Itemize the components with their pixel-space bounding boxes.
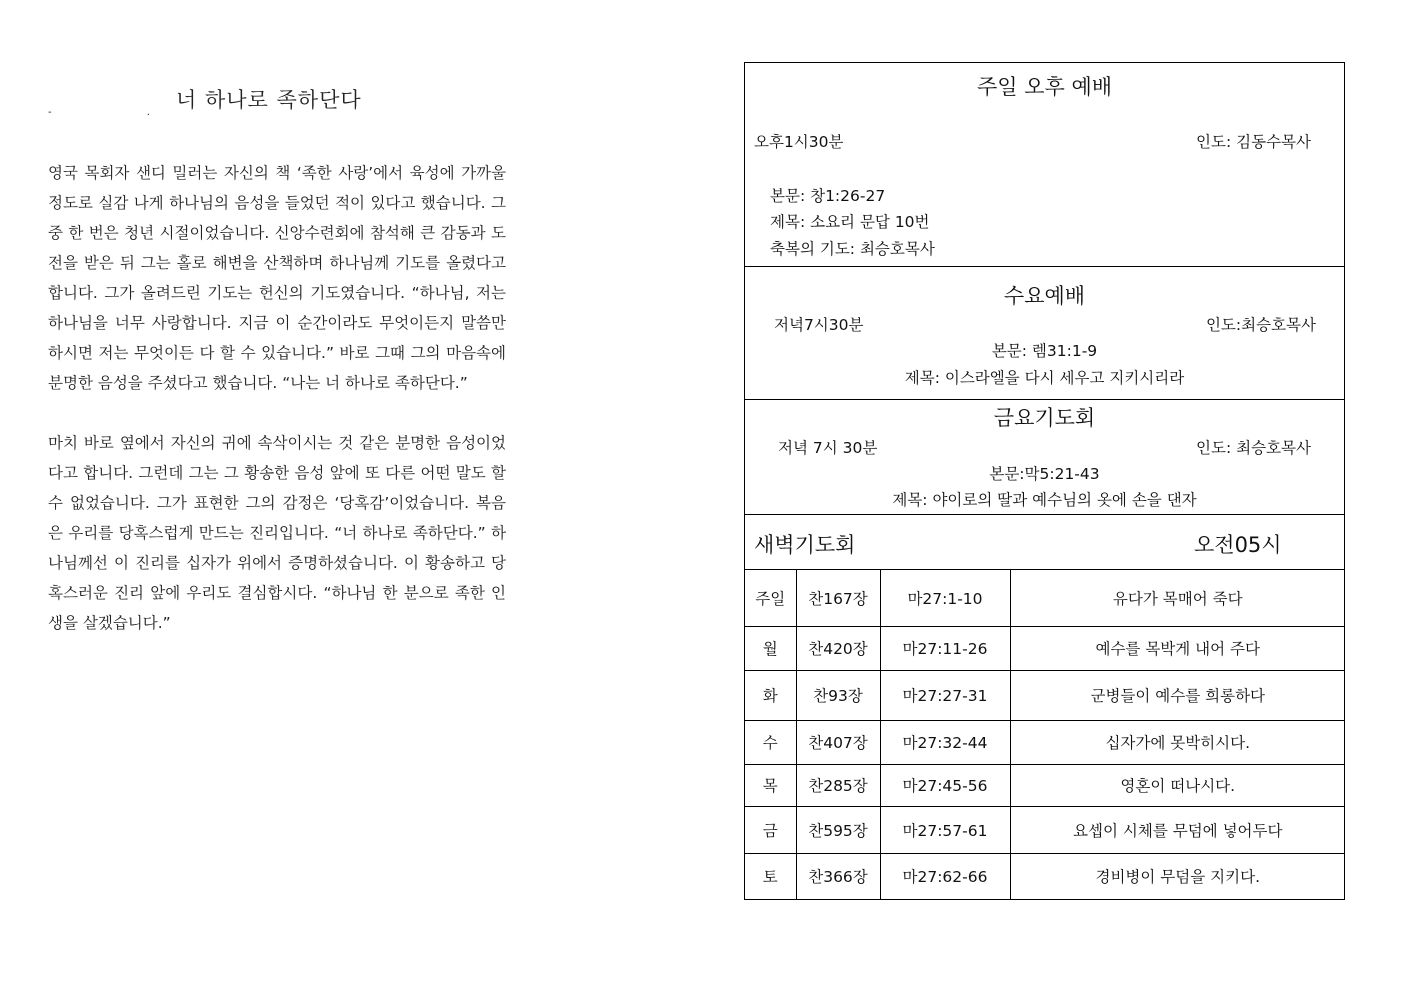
sunday-afternoon-subject: 제목: 소요리 문답 10번 — [770, 213, 930, 231]
stray-marks: - . — [48, 107, 196, 118]
sunday-afternoon-leader: 인도: 김동수목사 — [1196, 133, 1311, 151]
passage-cell: 마27:45-56 — [880, 764, 1010, 806]
passage-cell: 마27:57-61 — [880, 806, 1010, 853]
dawn-prayer-title: 새벽기도회 — [754, 533, 856, 557]
table-row — [745, 720, 1345, 764]
dawn-prayer-table — [745, 570, 1345, 899]
friday-section — [745, 400, 1344, 515]
sunday-afternoon-title: 주일 오후 예배 — [976, 75, 1113, 99]
table-row — [745, 670, 1345, 720]
hymn-cell: 찬407장 — [796, 720, 880, 764]
hymn-cell: 찬285장 — [796, 764, 880, 806]
topic-cell: 유다가 목매어 죽다 — [1010, 570, 1345, 626]
wednesday-title: 수요예배 — [1003, 284, 1086, 308]
friday-time: 저녁 7시 30분 — [778, 439, 878, 457]
table-row — [745, 626, 1345, 670]
day-cell: 목 — [745, 764, 796, 806]
table-row — [745, 764, 1345, 806]
passage-cell: 마27:27-31 — [880, 670, 1010, 720]
passage-cell: 마27:1-10 — [880, 570, 1010, 626]
article-body — [48, 158, 506, 668]
wednesday-subject: 제목: 이스라엘을 다시 세우고 지키시리라 — [904, 369, 1185, 387]
friday-subject: 제목: 야이로의 딸과 예수님의 옷에 손을 댄자 — [892, 491, 1197, 509]
hymn-cell: 찬167장 — [796, 570, 880, 626]
day-cell: 주일 — [745, 570, 796, 626]
hymn-cell: 찬93장 — [796, 670, 880, 720]
table-row — [745, 853, 1345, 899]
topic-cell: 예수를 목박게 내어 주다 — [1010, 626, 1345, 670]
topic-cell: 군병들이 예수를 희롱하다 — [1010, 670, 1345, 720]
day-cell: 금 — [745, 806, 796, 853]
passage-cell: 마27:62-66 — [880, 853, 1010, 899]
hymn-cell: 찬595장 — [796, 806, 880, 853]
friday-leader: 인도: 최승호목사 — [1196, 439, 1311, 457]
day-cell: 화 — [745, 670, 796, 720]
wednesday-scripture: 본문: 렘31:1-9 — [991, 342, 1098, 360]
dawn-prayer-header — [745, 515, 1344, 570]
table-row — [745, 570, 1345, 626]
article-paragraph-1: 영국 목회자 샌디 밀러는 자신의 책 ‘족한 사랑’에서 육성에 가까울 정도로 실감 나게 하나님의 음성을 들었던 적이 있다고 했습니다. 그중 한 번은 청년 시절이었습니다. 신앙수련회에 참석해 큰 감동과 도전을 받은 뒤 그는 홀로 해변을 산책하며 하나님께 기도를 올렸다고 합니다. 그가 올려드린 기도는 헌신의 기도였습니다. “하나님, 저는 하나님을 너무 사랑합니다. 지금 이 순간이라도 무엇이든지 말씀만 하시면 저는 무엇이든 다 할 수 있습니다.” 바로 그때 그의 마음속에 분명한 음성을 주셨다고 했습니다. “나는 너 하나로 족하단다.” — [48, 164, 506, 392]
day-cell: 월 — [745, 626, 796, 670]
article-paragraph-2: 마치 바로 옆에서 자신의 귀에 속삭이시는 것 같은 분명한 음성이었다고 합니다. 그런데 그는 그 황송한 음성 앞에 또 다른 어떤 말도 할 수 없었습니다. 그가 표현한 그의 감정은 ‘당혹감’이었습니다. 복음은 우리를 당혹스럽게 만드는 진리입니다. “너 하나로 족하단다.” 하나님께선 이 진리를 십자가 위에서 증명하셨습니다. 이 황송하고 당혹스러운 진리 앞에 우리도 결심합시다. “하나님 한 분으로 족한 인생을 살겠습니다.” — [48, 434, 506, 632]
passage-cell: 마27:11-26 — [880, 626, 1010, 670]
dawn-prayer-time: 오전05시 — [1194, 533, 1282, 557]
topic-cell: 경비병이 무덤을 지키다. — [1010, 853, 1345, 899]
hymn-cell: 찬366장 — [796, 853, 880, 899]
wednesday-leader: 인도:최승호목사 — [1205, 316, 1316, 334]
sunday-afternoon-section — [745, 63, 1344, 267]
sunday-afternoon-time: 오후1시30분 — [754, 133, 844, 151]
friday-scripture: 본문:막5:21-43 — [989, 465, 1100, 483]
topic-cell: 십자가에 못박히시다. — [1010, 720, 1345, 764]
wednesday-section — [745, 267, 1344, 400]
friday-title: 금요기도회 — [993, 406, 1096, 430]
wednesday-time: 저녁7시30분 — [774, 316, 864, 334]
worship-schedule-box — [744, 62, 1345, 900]
sunday-afternoon-benediction: 축복의 기도: 최승호목사 — [770, 240, 935, 258]
table-row — [745, 806, 1345, 853]
hymn-cell: 찬420장 — [796, 626, 880, 670]
topic-cell: 요셉이 시체를 무덤에 넣어두다 — [1010, 806, 1345, 853]
topic-cell: 영혼이 떠나시다. — [1010, 764, 1345, 806]
day-cell: 토 — [745, 853, 796, 899]
sunday-afternoon-scripture: 본문: 창1:26-27 — [770, 187, 886, 205]
passage-cell: 마27:32-44 — [880, 720, 1010, 764]
article-title: 너 하나로 족하단다 — [176, 88, 362, 112]
day-cell: 수 — [745, 720, 796, 764]
